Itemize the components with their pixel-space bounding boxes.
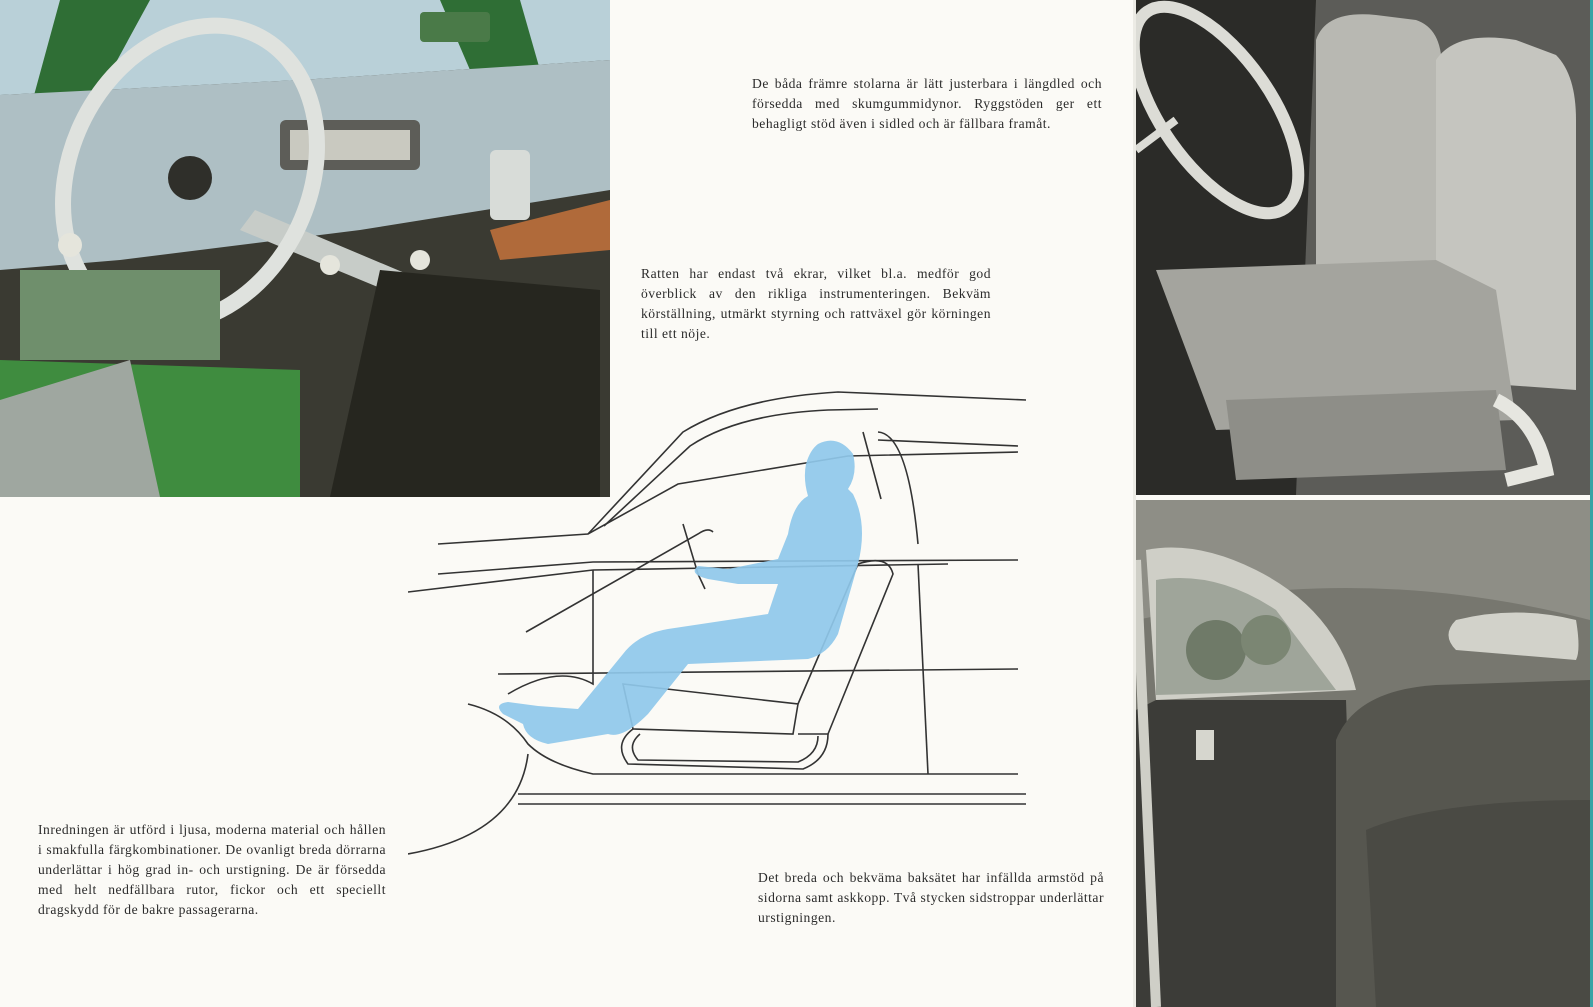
caption-interior: Inredningen är utförd i ljusa, moderna material och hållen i smakfulla färgkombinationer. De ovanligt breda dörrarna underlättar i hög grad in- och urstigning. De är försedda med helt nedfällbara rutor, fickor och ett speciellt dragskydd för de bakre passagerarna. [38,822,386,917]
front-seats-photo [1136,0,1590,495]
caption-front-seats: De båda främre stolarna är lätt justerbara i längdled och försedda med skumgummidynor. Ryggstöden ger ett behagligt stöd även i sidled och är fällbara framåt. [752,76,1102,131]
rear-seat-photo [1136,500,1590,1007]
page-gutter [1133,0,1136,1007]
driving-position-diagram [408,384,1026,874]
caption-steering-wheel: Ratten har endast två ekrar, vilket bl.a. medför god överblick av den rikliga instrumenteringen. Bekväm körställning, utmärkt styrning och rattväxel gör körningen till ett nöje. [641,266,991,341]
caption-rear-seat: Det breda och bekväma baksätet har infällda armstöd på sidorna samt askkopp. Två stycken sidstroppar underlättar urstigningen. [758,870,1104,925]
